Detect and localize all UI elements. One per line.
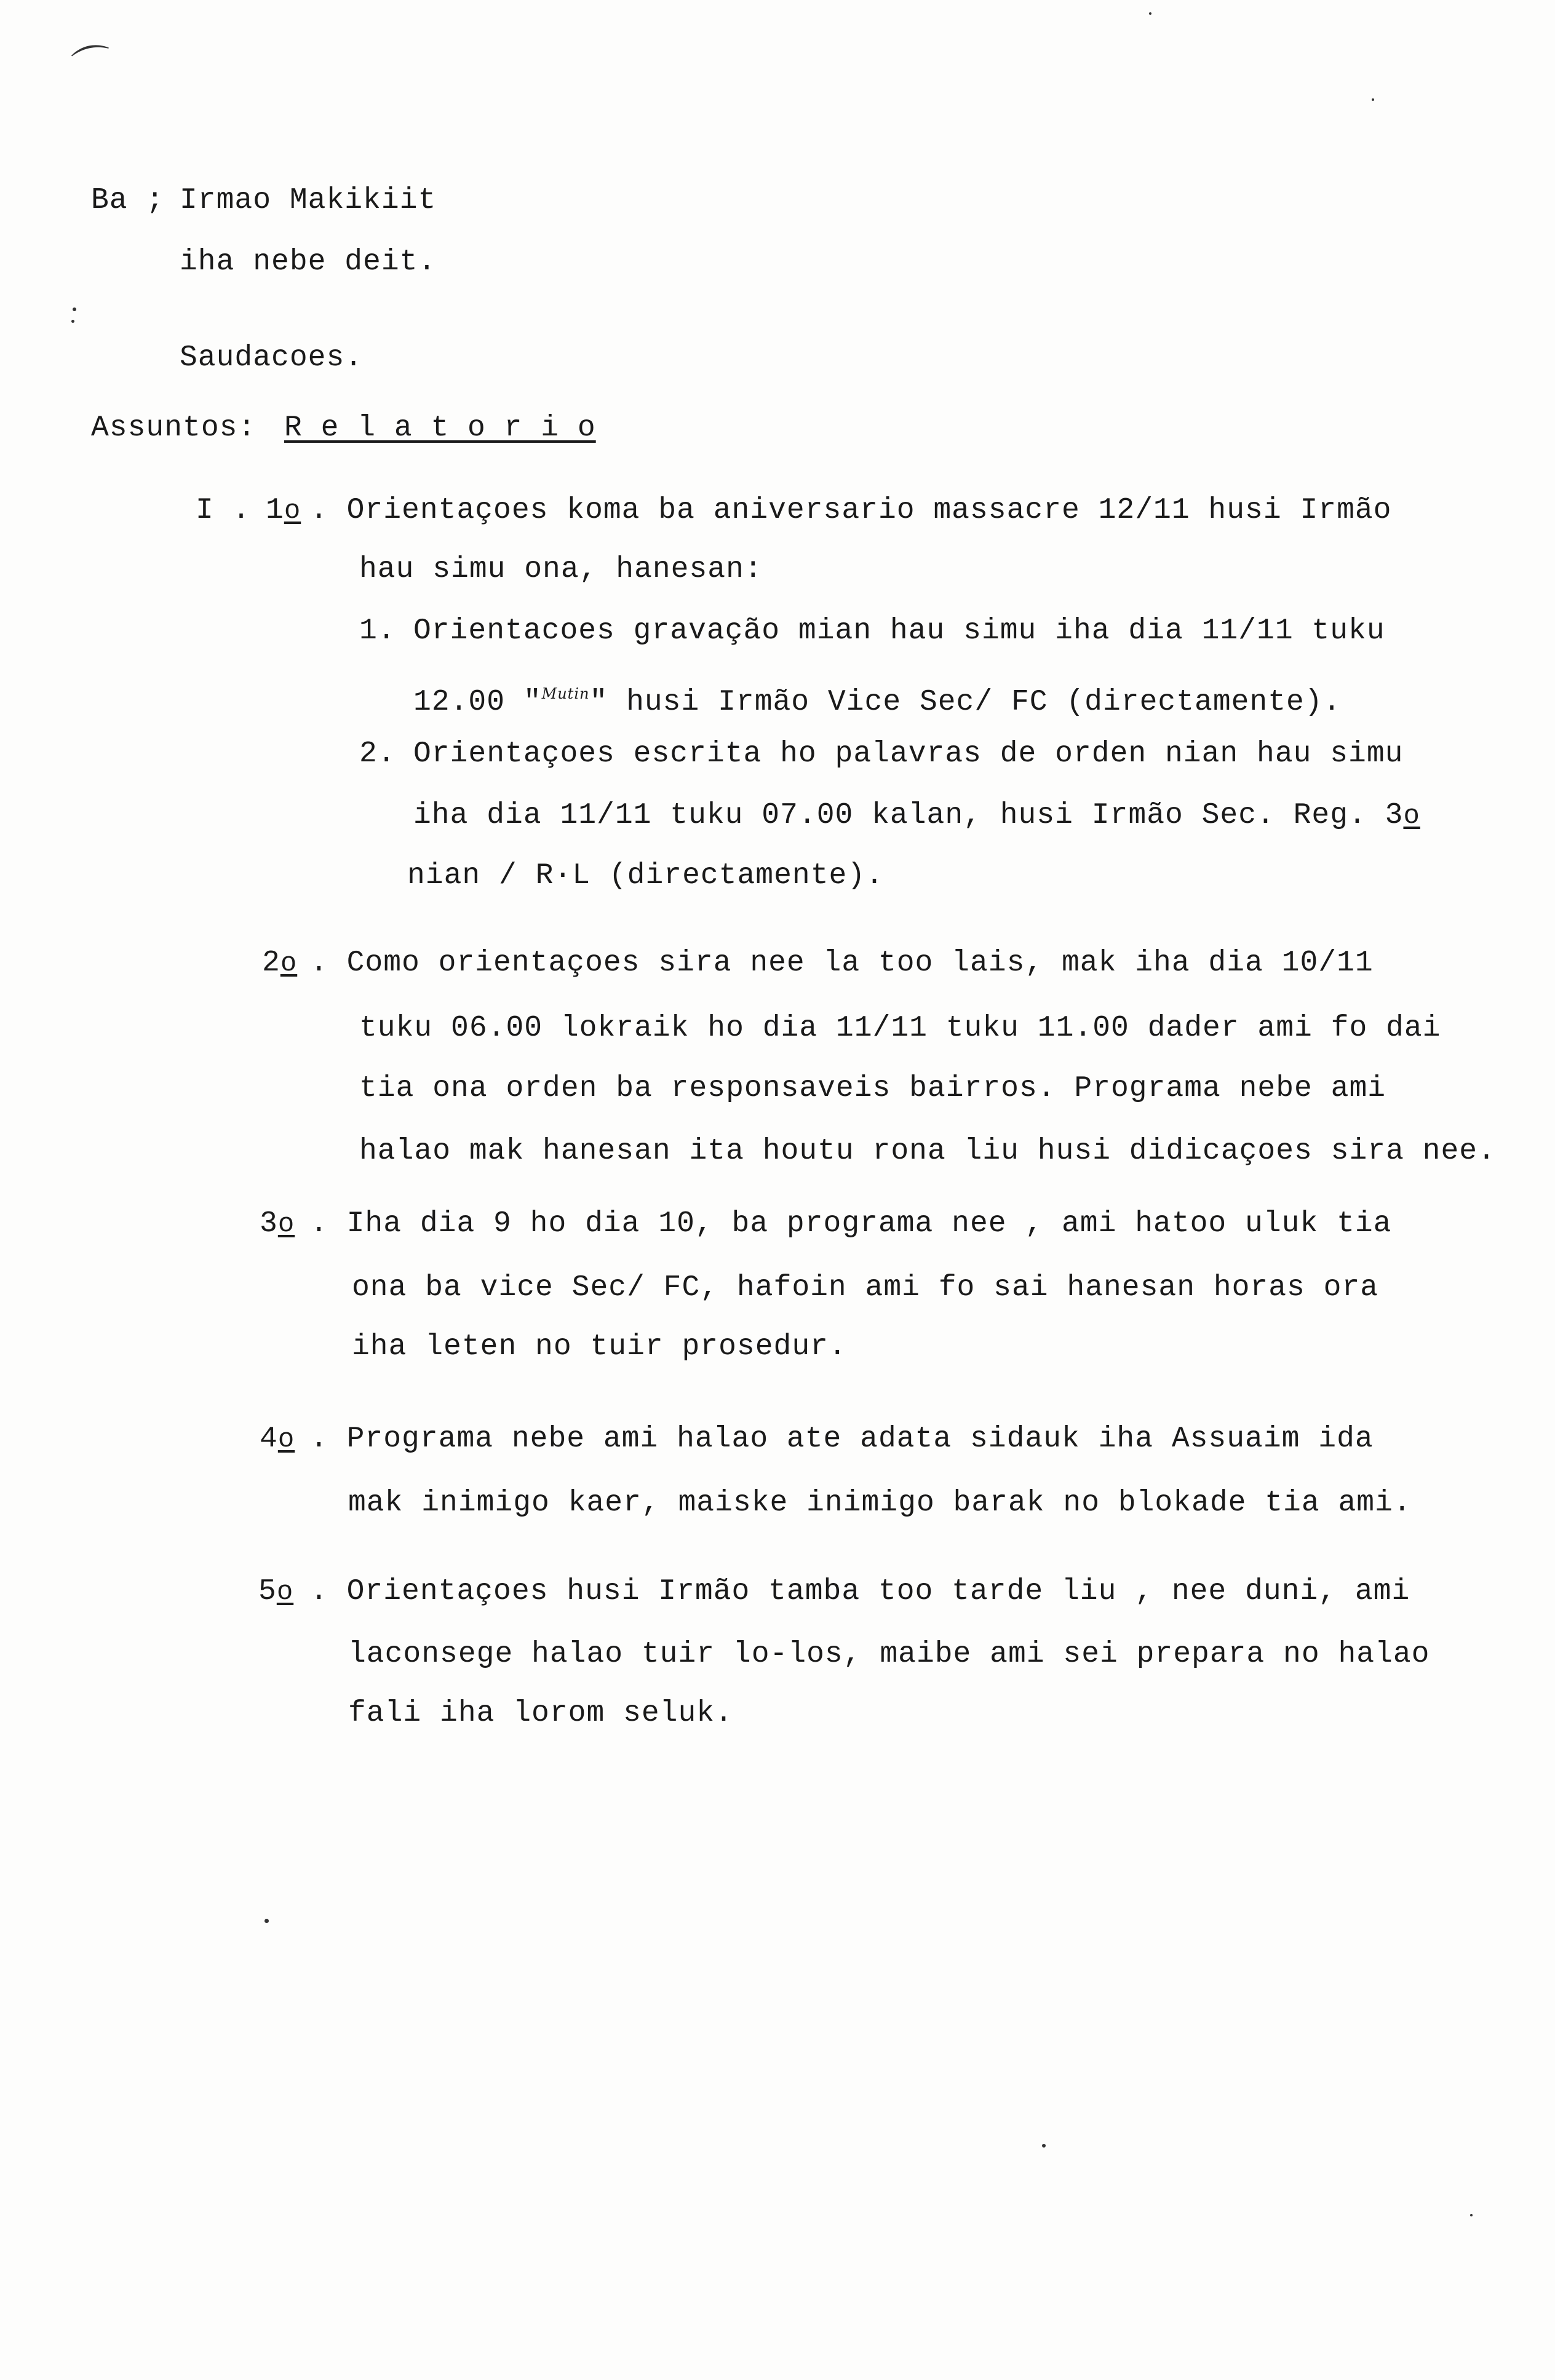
subitem-2-line-2 xyxy=(413,797,1420,835)
item-2-number xyxy=(262,945,297,982)
scan-speck xyxy=(1372,98,1374,101)
item-2-line-2: tuku 06.00 lokraik ho dia 11/11 tuku 11.00 dader ami fo dai xyxy=(359,1012,1441,1045)
subject-title: R e l a t o r i o xyxy=(284,411,596,445)
item-3-line-1: . Iha dia 9 ho dia 10, ba programa nee , ami hatoo uluk tia xyxy=(310,1207,1392,1240)
item-1-ordinal: o xyxy=(284,496,301,526)
item-4-line-1: . Programa nebe ami halao ate adata sidauk iha Assuaim ida xyxy=(310,1422,1374,1456)
item-3-ordinal: o xyxy=(277,1209,295,1240)
item-2-line-3: tia ona orden ba responsaveis bairros. Programa nebe ami xyxy=(359,1072,1386,1105)
item-5-line-1: . Orientaçoes husi Irmão tamba too tarde liu , nee duni, ami xyxy=(310,1575,1410,1608)
item-1-digit: 1 xyxy=(266,494,284,527)
item-5-line-2: laconsege halao tuir lo-los, maibe ami sei prepara no halao xyxy=(348,1638,1430,1671)
subitem-1-label: 1. xyxy=(359,614,396,648)
item-5-digit: 5 xyxy=(258,1575,277,1608)
subitem-1-source: " husi Irmão Vice Sec/ FC (directamente). xyxy=(589,686,1342,719)
subitem-2-line-3: nian / R·L (directamente). xyxy=(407,859,884,892)
recipient-name: Irmao Makikiit xyxy=(180,184,437,217)
subject-label: Assuntos: xyxy=(91,411,257,445)
item-4-number xyxy=(260,1421,295,1458)
item-5-line-3: fali iha lorom seluk. xyxy=(348,1697,733,1730)
item-3-digit: 3 xyxy=(260,1207,278,1240)
subitem-2-label: 2. xyxy=(359,737,396,771)
subitem-1-time: 12.00 " xyxy=(413,686,542,719)
item-2-ordinal: o xyxy=(280,948,298,979)
item-5-number xyxy=(258,1573,293,1611)
item-3-line-2: ona ba vice Sec/ FC, hafoin ami fo sai hanesan horas ora xyxy=(352,1271,1379,1304)
item-1-number xyxy=(266,492,301,530)
subitem-1-line-1: Orientacoes gravação mian hau simu iha dia 11/11 tuku xyxy=(413,614,1385,648)
section-roman: I . xyxy=(196,494,251,527)
scan-speck xyxy=(264,1919,269,1923)
item-3-line-3: iha leten no tuir prosedur. xyxy=(352,1330,847,1363)
item-2-line-1: . Como orientaçoes sira nee la too lais, mak iha dia 10/11 xyxy=(310,946,1374,980)
item-2-digit: 2 xyxy=(262,946,280,980)
item-4-ordinal: o xyxy=(277,1424,295,1455)
corner-scribble: ⌒ xyxy=(69,39,117,92)
subitem-2-text: iha dia 11/11 tuku 07.00 kalan, husi Irmão Sec. Reg. 3 xyxy=(413,799,1404,832)
scan-speck xyxy=(71,320,74,323)
subitem-2-line-1: Orientaçoes escrita ho palavras de orden nian hau simu xyxy=(413,737,1404,771)
item-4-digit: 4 xyxy=(260,1422,278,1456)
scan-speck xyxy=(1149,12,1151,15)
subitem-2-ordinal: o xyxy=(1403,801,1420,831)
recipient-location: iha nebe deit. xyxy=(180,245,437,279)
item-5-ordinal: o xyxy=(276,1577,294,1608)
ba-label: Ba ; xyxy=(91,184,165,217)
subitem-1-line-2 xyxy=(413,675,1341,721)
scan-speck xyxy=(1042,2144,1046,2148)
item-1-line-2: hau simu ona, hanesan: xyxy=(359,553,763,586)
item-2-line-4: halao mak hanesan ita houtu rona liu husi didicaçoes sira nee. xyxy=(359,1135,1496,1168)
greeting: Saudacoes. xyxy=(180,341,364,375)
item-4-line-2: mak inimigo kaer, maiske inimigo barak no blokade tia ami. xyxy=(348,1486,1412,1520)
scan-speck xyxy=(73,307,76,311)
item-1-line-1: . Orientaçoes koma ba aniversario massacre 12/11 husi Irmão xyxy=(310,494,1392,527)
handwritten-annotation: Mutin xyxy=(541,685,590,702)
item-3-number xyxy=(260,1205,295,1243)
scan-speck xyxy=(1470,2214,1473,2216)
